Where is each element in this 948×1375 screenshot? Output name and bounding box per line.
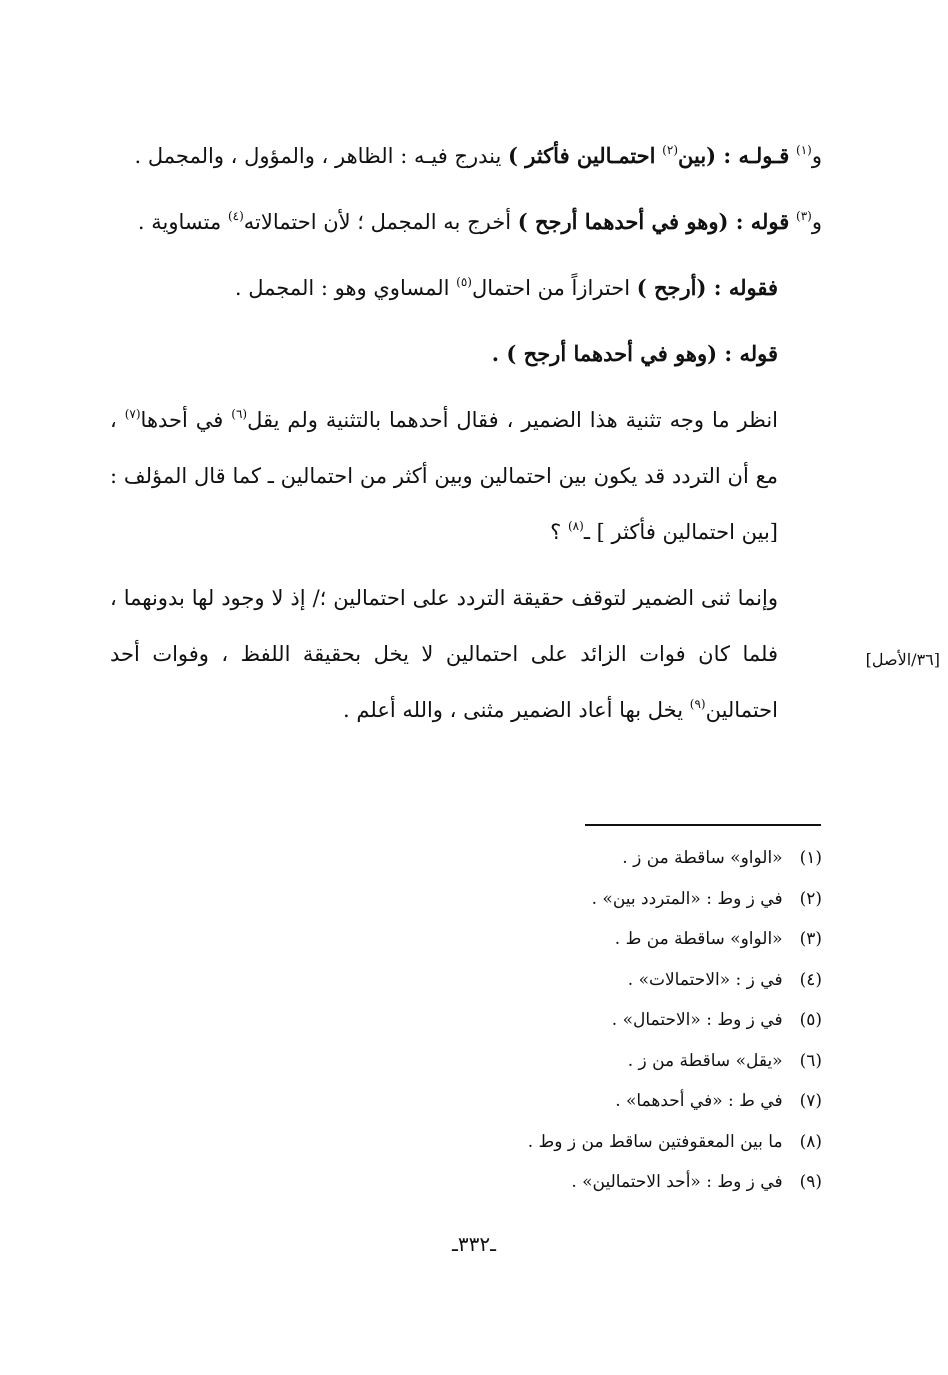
quoted-phrase: قوله : (وهو في أحدهما أرجح ) . xyxy=(491,341,778,366)
footnote-text: «الواو» ساقطة من ز . xyxy=(622,848,783,868)
footnote-text: في ز : «الاحتمالات» . xyxy=(627,969,783,990)
quoted-phrase: احتمـالين فأكثر ) xyxy=(508,143,656,168)
footnote-5 xyxy=(302,1000,822,1041)
margin-page-marker: [٣٦/الأصل] xyxy=(865,650,940,669)
footnote-number: (٣) xyxy=(799,929,822,949)
footnote-ref-6[interactable]: (٦) xyxy=(231,407,248,421)
footnote-number: (٤) xyxy=(799,969,822,990)
footnote-3 xyxy=(302,919,822,960)
text: احترازاً من احتمال xyxy=(471,276,631,300)
footnotes xyxy=(302,838,822,1203)
footnote-number: (٧) xyxy=(799,1091,822,1111)
quoted-phrase: قـولـه : (بين xyxy=(678,143,790,168)
footnote-number: (٨) xyxy=(799,1131,822,1152)
quoted-phrase: فقوله : (أرجح ) xyxy=(636,275,778,300)
paragraph-3 xyxy=(110,260,822,316)
main-text xyxy=(110,128,822,748)
footnote-8 xyxy=(302,1122,822,1163)
text: المساوي وهو : المجمل . xyxy=(234,276,450,300)
paragraph-2 xyxy=(110,194,822,250)
text: يندرج فيـه : الظاهر ، والمؤول ، والمجمل . xyxy=(134,144,502,168)
footnote-4 xyxy=(302,960,822,1001)
footnote-text: في ز وط : «الاحتمال» . xyxy=(611,1010,783,1030)
footnote-ref-4[interactable]: (٤) xyxy=(227,209,244,223)
footnote-6 xyxy=(302,1041,822,1082)
footnote-number: (٦) xyxy=(799,1050,822,1071)
footnote-number: (٢) xyxy=(799,888,822,909)
footnote-text: ما بين المعقوفتين ساقط من ز وط . xyxy=(527,1131,783,1152)
footnote-9 xyxy=(302,1162,822,1203)
footnote-number: (٥) xyxy=(799,1010,822,1030)
footnote-2 xyxy=(302,879,822,920)
footnote-ref-9[interactable]: (٩) xyxy=(689,697,706,711)
footnote-separator xyxy=(585,824,821,826)
paragraph-5 xyxy=(110,392,822,560)
footnote-ref-5[interactable]: (٥) xyxy=(456,275,472,289)
footnote-text: في ط : «في أحدهما» . xyxy=(615,1091,783,1111)
text: في أحدها xyxy=(140,408,224,432)
paragraph-1 xyxy=(110,128,822,184)
footnote-number: (١) xyxy=(799,848,822,868)
text: و xyxy=(811,210,822,234)
footnote-text: في ز وط : «أحد الاحتمالين» . xyxy=(571,1172,783,1192)
quoted-phrase: قوله : (وهو في أحدهما أرجح ) xyxy=(517,209,790,234)
footnote-ref-3[interactable]: (٣) xyxy=(796,209,812,223)
text: متساوية . xyxy=(137,210,222,234)
footnote-ref-2[interactable]: (٢) xyxy=(662,143,678,157)
text: ؟ xyxy=(550,520,562,544)
footnote-1 xyxy=(302,838,822,879)
page-number: ـ٣٣٢ـ xyxy=(452,1232,496,1256)
footnote-text: «الواو» ساقطة من ط . xyxy=(614,929,783,949)
footnote-number: (٩) xyxy=(799,1172,822,1192)
paragraph-6 xyxy=(110,570,822,738)
text: انظر ما وجه تثنية هذا الضمير ، فقال أحدهما بالتثنية ولم يقل xyxy=(247,408,779,432)
text: أخرج به المجمل ؛ لأن احتمالاته xyxy=(243,210,512,234)
footnote-text: في ز وط : «المتردد بين» . xyxy=(591,888,783,909)
text: و xyxy=(811,144,822,168)
paragraph-4 xyxy=(110,326,822,382)
footnote-ref-1[interactable]: (١) xyxy=(796,143,812,157)
footnote-text: «يقل» ساقطة من ز . xyxy=(627,1050,783,1071)
text: يخل بها أعاد الضمير مثنى ، والله أعلم . xyxy=(343,698,684,722)
footnote-7 xyxy=(302,1081,822,1122)
footnote-ref-8[interactable]: (٨) xyxy=(567,519,584,533)
text: ، مع أن التردد قد يكون بين احتمالين وبين أكثر من احتمالين ـ كما قال المؤلف : [بين احتمالين فأكثر ] ـ xyxy=(110,408,778,544)
footnote-ref-7[interactable]: (٧) xyxy=(124,407,141,421)
text: وإنما ثنى الضمير لتوقف حقيقة التردد على احتمالين ؛/ إذ لا وجود لها بدونهما ، فلما كان فوات الزائد على احتمالين لا يخل بحقيقة اللفظ ، وفوات أحد احتمالين xyxy=(110,586,778,722)
